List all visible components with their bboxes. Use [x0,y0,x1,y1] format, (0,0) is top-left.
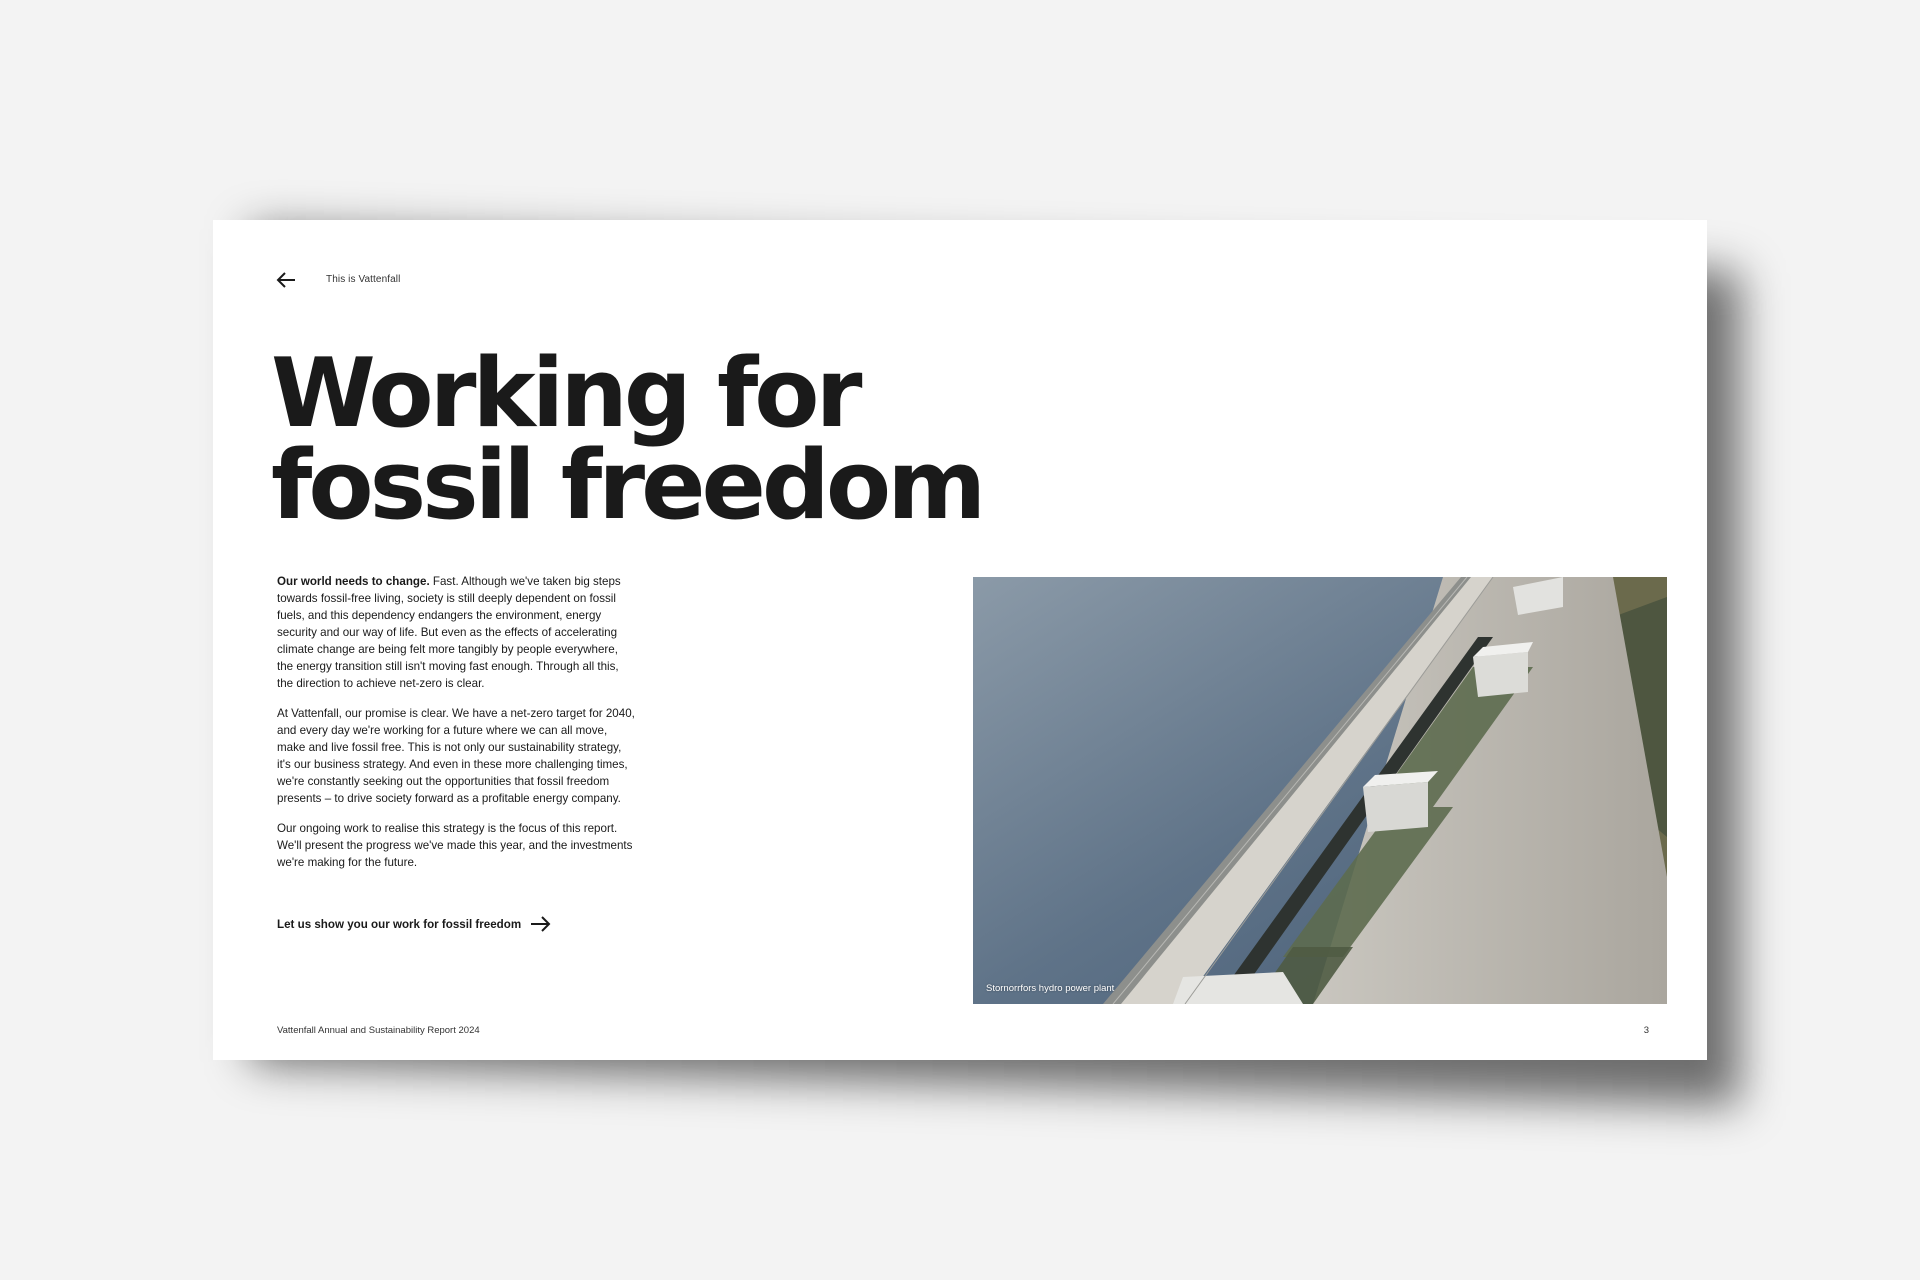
page-title-line-2: fossil freedom [271,431,983,541]
footer-report-title: Vattenfall Annual and Sustainability Report 2024 [277,1025,480,1036]
cta-link[interactable] [277,914,553,934]
photo-caption: Stornorrfors hydro power plant [986,983,1115,994]
paragraph-2: At Vattenfall, our promise is clear. We have a net-zero target for 2040, and every day we're working for a future where we can all move, make and live fossil free. This is not only our sustainability strategy, it's our business strategy. And even in these more challenging times, we're constantly seeking out the opportunities that fossil freedom presents – to drive society forward as a profitable energy company. [277,707,635,805]
intro-bold: Our world needs to change. [277,575,430,588]
page-title [271,339,983,541]
dam-illustration [973,577,1667,1004]
cta-label: Let us show you our work for fossil freedom [277,917,522,931]
section-label[interactable]: This is Vattenfall [326,274,401,285]
report-page [213,220,1707,1060]
intro-rest: Fast. Although we've taken big steps towards fossil-free living, society is still deeply dependent on fossil fuels, and this dependency endangers the environment, energy security and our way of life. But even as the effects of accelerating climate change are being felt more tangibly by people everywhere, the energy transition still isn't moving fast enough. Through all this, the direction to achieve net-zero is clear. [277,575,621,690]
intro-paragraph [277,573,637,692]
page-title-line-1: Working for [271,339,859,449]
hydro-plant-photo [973,577,1667,1004]
paragraph-3: Our ongoing work to realise this strategy is the focus of this report. We'll present the progress we've made this year, and the investments we're making for the future. [277,822,633,869]
arrow-right-icon [529,914,553,934]
page-number: 3 [1643,1025,1649,1036]
arrow-left-icon[interactable] [275,270,299,290]
body-text [277,573,637,884]
